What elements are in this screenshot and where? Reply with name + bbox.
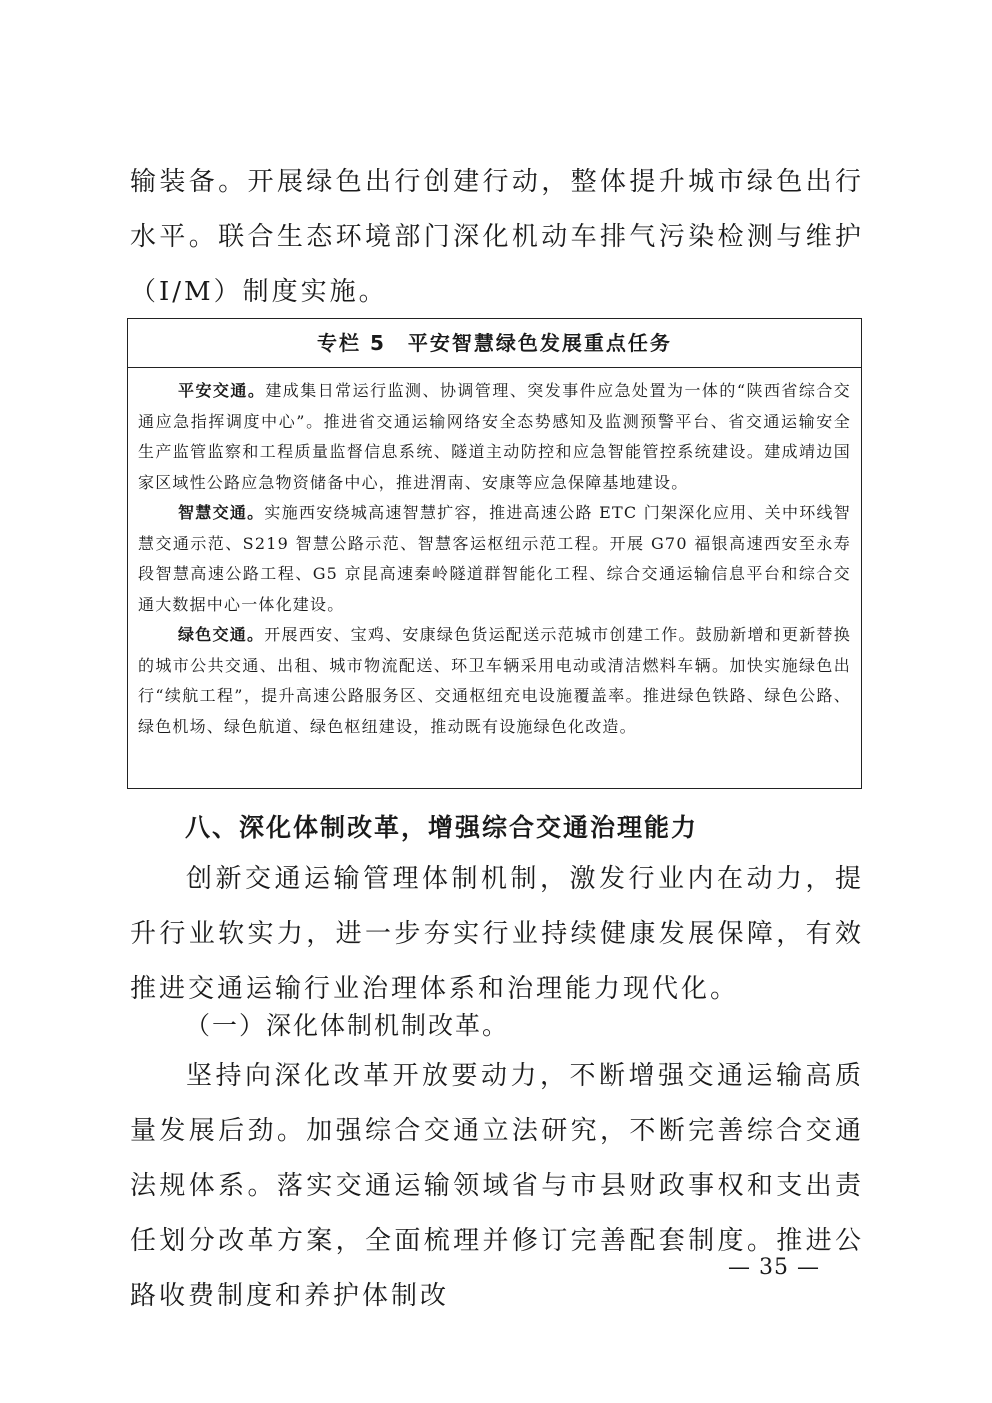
box-item-text: 建成集日常运行监测、协调管理、突发事件应急处置为一体的“陕西省综合交通应急指挥调度中心”。推进省交通运输网络安全态势感知及监测预警平台、省交通运输安全生产监管监察和工程质量监督信息系统、隧道主动防控和应急智能管控系统建设。建成靖边国家区域性公路应急物资储备中心，推进渭南、安康等应急保障基地建设。 — [138, 381, 851, 492]
box-item-lead: 绿色交通。 — [178, 625, 265, 644]
section-paragraph: 创新交通运输管理体制机制，激发行业内在动力，提升行业软实力，进一步夯实行业持续健康发展保障，有效推进交通运输行业治理体系和治理能力现代化。 — [130, 864, 864, 1004]
box-item-text: 开展西安、宝鸡、安康绿色货运配送示范城市创建工作。鼓励新增和更新替换的城市公共交通、出租、城市物流配送、环卫车辆采用电动或清洁燃料车辆。加快实施绿色出行“续航工程”，提升高速公路服务区、交通枢纽充电设施覆盖率。推进绿色铁路、绿色公路、绿色机场、绿色航道、绿色枢纽建设，推动既有设施绿色化改造。 — [138, 625, 851, 736]
subsection-paragraph: 坚持向深化改革开放要动力，不断增强交通运输高质量发展后劲。加强综合交通立法研究，不断完善综合交通法规体系。落实交通运输领域省与市县财政事权和支出责任划分改革方案，全面梳理并修订完善配套制度。推进公路收费制度和养护体制改 — [130, 1061, 864, 1311]
box-title: 专栏 5 平安智慧绿色发展重点任务 — [128, 319, 861, 368]
section-heading: 八、深化体制改革，增强综合交通治理能力 — [185, 813, 699, 842]
box-item-green-transport — [138, 620, 851, 742]
box-item-text: 实施西安绕城高速智慧扩容，推进高速公路 ETC 门架深化应用、关中环线智慧交通示范、S219 智慧公路示范、智慧客运枢纽示范工程。开展 G70 福银高速西安至永寿段智慧高速公路工程、G5 京昆高速秦岭隧道群智能化工程、综合交通运输信息平台和综合交通大数据中心一体化建设。 — [138, 503, 851, 614]
box-item-lead: 平安交通。 — [178, 381, 266, 400]
box-item-safe-transport — [138, 376, 851, 498]
box-item-smart-transport — [138, 498, 851, 620]
special-column-box — [127, 318, 862, 789]
box-body — [128, 368, 861, 742]
box-item-lead: 智慧交通。 — [178, 503, 265, 522]
page-number: — 35 — — [728, 1255, 820, 1280]
intro-paragraph: 输装备。开展绿色出行创建行动，整体提升城市绿色出行水平。联合生态环境部门深化机动车排气污染检测与维护（I/M）制度实施。 — [130, 167, 864, 307]
subsection-heading: （一）深化体制机制改革。 — [185, 1011, 510, 1040]
